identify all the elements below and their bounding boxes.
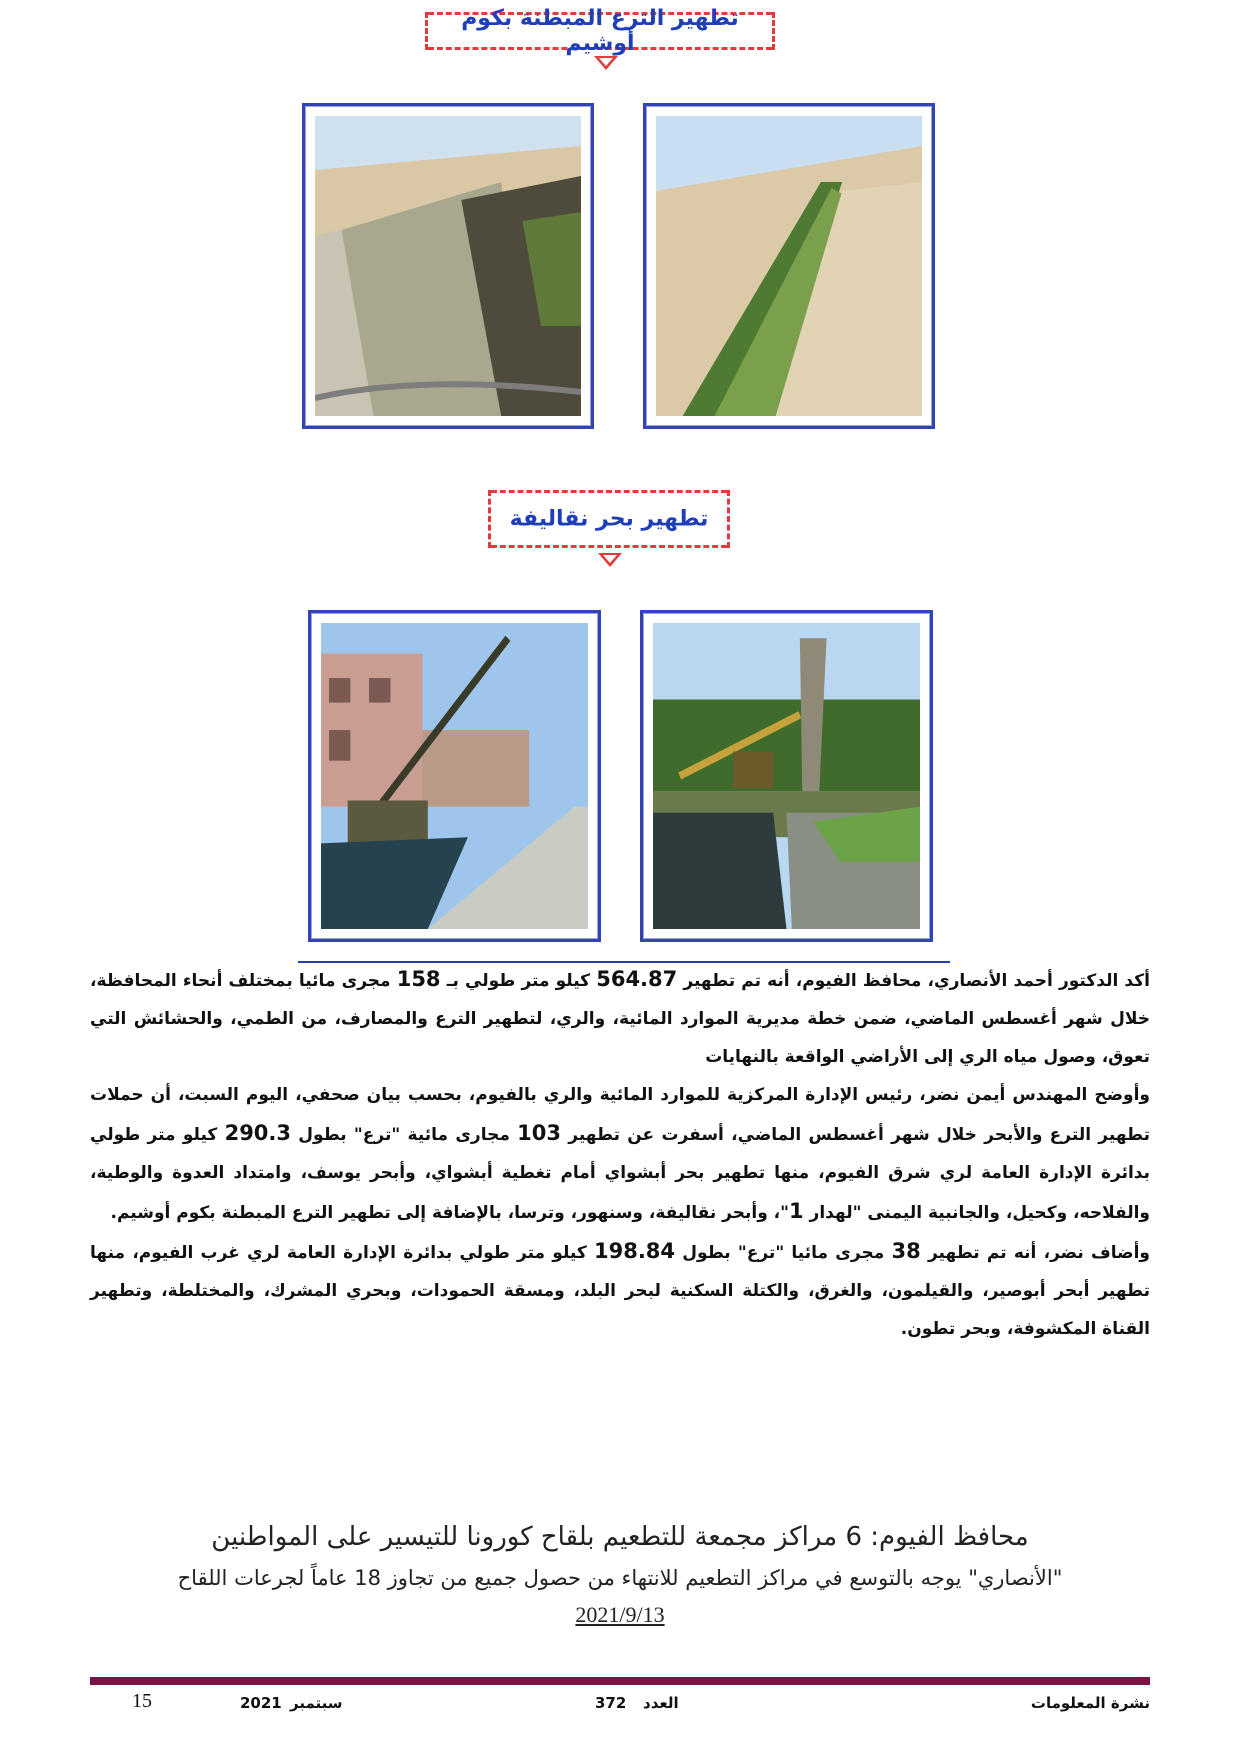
section-title-naqalifa	[488, 490, 730, 548]
footer-page-number: 15	[132, 1690, 152, 1712]
article-body	[90, 960, 1150, 1348]
footer-year: 2021	[240, 1694, 282, 1712]
news-subtitle: "الأنصاري" يوجه بالتوسع في مراكز التطعيم للانتهاء من حصول جميع من تجاوز 18 عاماً لجرعات اللقاح	[177, 1566, 1063, 1590]
footer-bar	[90, 1677, 1150, 1685]
footer-issue-number: 372	[595, 1694, 627, 1712]
paragraph-2: وأوضح المهندس أيمن نضر، رئيس الإدارة المركزية للموارد المائية والري بالفيوم، بحسب بيان صحفي، اليوم السبت، أن حملات تطهير الترع والأبحر خلال شهر أغسطس الماضي، أسفرت عن تطهير 103 مجارى مائية "ترع" بطول 290.3 كيلو متر طولي بدائرة الإدارة العامة لري شرق الفيوم، منها تطهير بحر أبشواي أمام تغطية أبشواي، وأبحر يوسف، وامتداد العدوة والوطية، والفلاحه، وكحيل، والجانبية اليمنى "لهدار 1"، وأبحر نقاليفة، وسنهور، وترسا، بالإضافة إلى تطهير الترع المبطنة بكوم أوشيم.	[90, 1085, 1150, 1223]
paragraph-3: وأضاف نضر، أنه تم تطهير 38 مجرى مائيا "ترع" بطول 198.84 كيلو متر طولي بدائرة الإدارة العامة لري غرب الفيوم، منها تطهير أبحر أبوصير، والقيلمون، والغرق، والكتلة السكنية لبحر البلد، ومسقة الحمودات، وبحري المشرك، والمختلطة، وتطهير القناة المكشوفة، وبحر تطون.	[90, 1239, 1150, 1339]
photo-lined-canal-grass-icon	[656, 116, 922, 416]
down-arrow-icon	[594, 56, 618, 70]
news-headline: محافظ الفيوم: 6 مراكز مجمعة للتطعيم بلقاح كورونا للتيسير على المواطنين	[211, 1522, 1029, 1552]
photo-excavator-town-icon	[321, 623, 588, 929]
section-title-text: تطهير بحر نقاليفة	[509, 506, 709, 532]
news-date: 2021/9/13	[575, 1602, 665, 1627]
photo-excavator-town	[308, 610, 601, 942]
footer-month: سبتمبر	[290, 1694, 343, 1712]
page-footer	[90, 1690, 1150, 1720]
footer-issue-label: العدد	[643, 1694, 679, 1712]
photo-lined-canal-grass	[643, 103, 935, 429]
photo-lined-canal-water	[302, 103, 594, 429]
photo-excavator-tree-icon	[653, 623, 920, 929]
photo-lined-canal-water-icon	[315, 116, 581, 416]
section-title-lined-canals	[425, 6, 775, 56]
photo-excavator-tree	[640, 610, 933, 942]
down-arrow-icon	[598, 553, 622, 567]
footer-publication: نشرة المعلومات	[1030, 1694, 1150, 1712]
section-title-text: تطهير الترع المبطنة بكوم أوشيم	[461, 6, 739, 56]
paragraph-1: أكد الدكتور أحمد الأنصاري، محافظ الفيوم، أنه تم تطهير 564.87 كيلو متر طولي بـ 158 مجرى مائيا بمختلف أنحاء المحافظة، خلال شهر أغسطس الماضي، ضمن خطة مديرية الموارد المائية، والري، لتطهير الترع والمصارف، من الطمي، والحشائش التي تعوق، وصول مياه الري إلى الأراضي الواقعة بالنهايات	[90, 967, 1150, 1067]
